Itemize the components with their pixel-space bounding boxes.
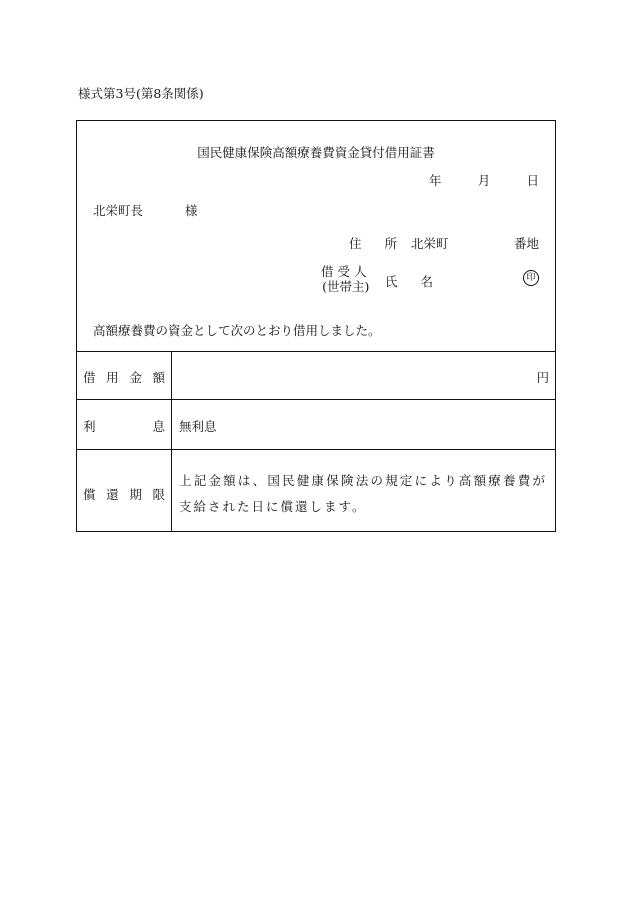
address-town: 北栄町 — [411, 236, 449, 251]
label-char: 期 — [129, 487, 142, 502]
row-divider — [77, 399, 555, 400]
name-label-char: 名 — [420, 274, 433, 289]
borrower-line-1: 借受人 — [321, 264, 371, 279]
yen-unit: 円 — [536, 370, 549, 385]
borrower-line-2: (世帯主) — [322, 279, 370, 294]
repayment-deadline-text: 上記金額は、国民健康保険法の規定により高額療養費が支給された日に償還します。 — [179, 473, 547, 514]
column-divider — [171, 351, 172, 531]
label-char: 借 — [83, 370, 96, 385]
address-label — [349, 234, 397, 252]
label-char: 還 — [106, 487, 119, 502]
addressee-name: 北栄町長 — [93, 203, 144, 218]
seal-mark-icon: 印 — [523, 270, 539, 286]
table-top-divider — [77, 351, 555, 352]
name-label-char: 氏 — [385, 274, 398, 289]
address-label-char: 所 — [384, 236, 397, 251]
year-label: 年 — [429, 173, 442, 188]
date-field — [429, 171, 539, 189]
address-label-char: 住 — [349, 236, 362, 251]
month-label: 月 — [477, 173, 491, 188]
document-title: 国民健康保険高額療養費資金貸付借用証書 — [197, 145, 435, 160]
form-number-label: 様式第3号(第8条関係) — [78, 86, 204, 101]
loan-amount-label — [83, 368, 165, 386]
statement-text: 高額療養費の資金として次のとおり借用しました。 — [93, 323, 381, 338]
name-label — [385, 272, 433, 290]
day-label: 日 — [526, 173, 539, 188]
label-char: 限 — [152, 487, 165, 502]
label-char: 額 — [152, 370, 165, 385]
loan-certificate-frame — [76, 120, 556, 532]
address-banchi: 番地 — [513, 236, 539, 251]
label-char: 用 — [106, 370, 119, 385]
label-char: 償 — [83, 487, 96, 502]
interest-value: 無利息 — [179, 419, 217, 434]
interest-label — [83, 417, 165, 435]
label-char: 金 — [129, 370, 142, 385]
repayment-deadline-label — [83, 485, 165, 503]
label-char: 利 — [83, 419, 96, 434]
borrower-label — [321, 264, 371, 294]
row-divider — [77, 449, 555, 450]
label-char: 息 — [152, 419, 165, 434]
addressee-honorific: 様 — [185, 203, 198, 218]
